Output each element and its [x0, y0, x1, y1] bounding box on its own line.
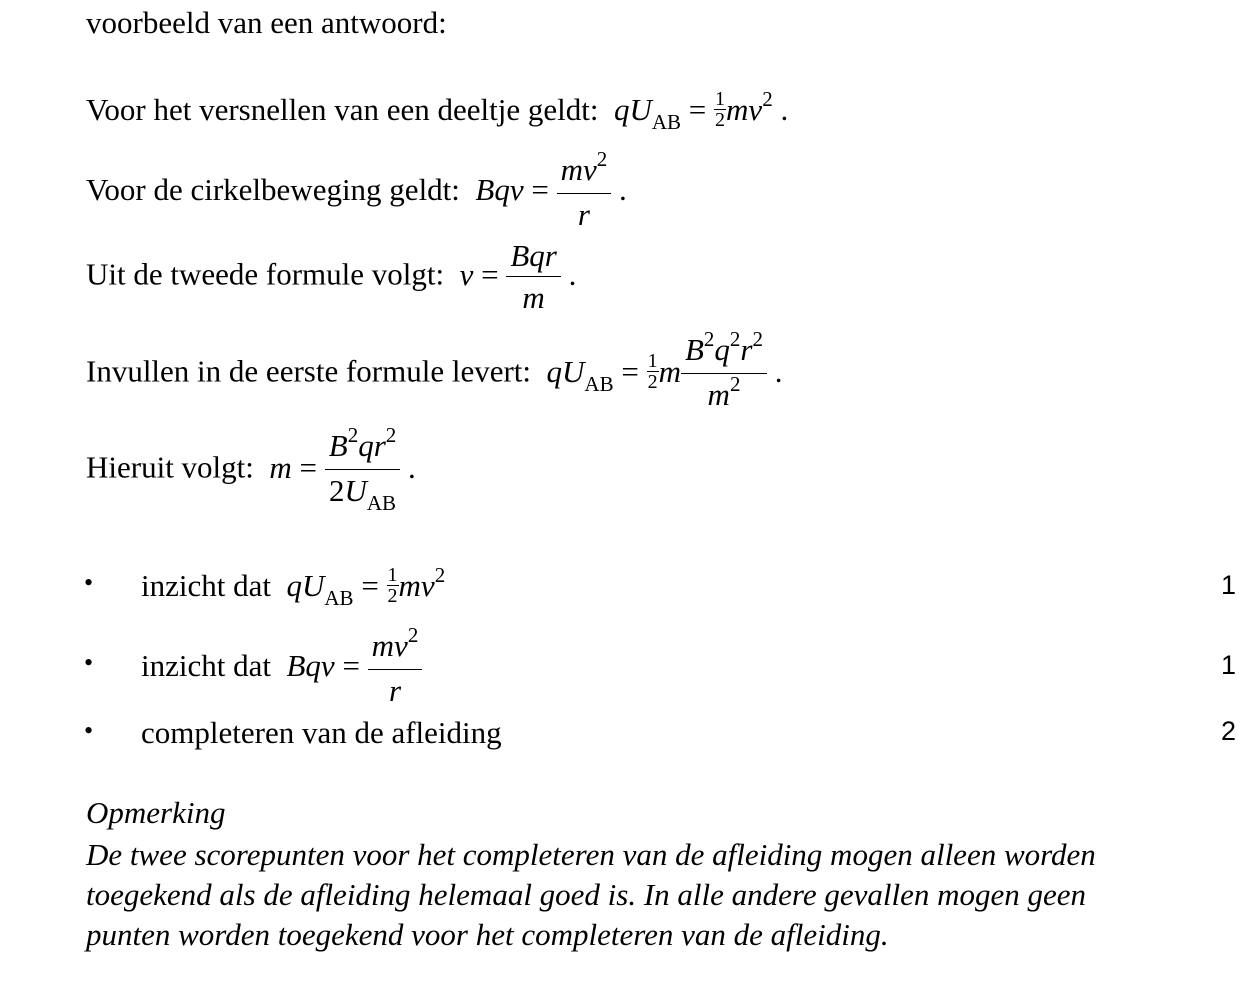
step-1-text: Voor het versnellen van een deeltje geldt:: [86, 92, 599, 127]
bullet-1: •: [84, 568, 94, 597]
step-4-text: Invullen in de eerste formule levert:: [86, 353, 532, 389]
scoring-item-2: [141, 623, 422, 712]
bullet-2: •: [84, 648, 94, 677]
scoring-item-1: [141, 563, 446, 610]
step-5-text: Hieruit volgt:: [86, 449, 254, 485]
step-4: [86, 327, 783, 419]
formula-substituted: $qU_{AB}$ = $\frac{1}{2}$ m $\frac{B^2q^2r^2}{m^2}$ .: [546, 327, 783, 412]
step-1: [86, 87, 789, 134]
scoring-formula-2: Bqv = $\frac{mv^2}{r}$: [286, 648, 422, 683]
scoring-item-2-text: inzicht dat: [141, 648, 271, 684]
scoring-points-2: 1: [1220, 650, 1236, 680]
scoring-item-3: completeren van de afleiding: [141, 715, 502, 750]
scoring-formula-1: $qU_{AB}$ = $\frac{1}{2}$ $mv^2$: [286, 563, 446, 610]
scoring-points-3: 2: [1220, 716, 1236, 746]
formula-energy: $qU_{AB}$ = $\frac{1}{2}$ $mv^2$ .: [613, 87, 789, 134]
step-2: [86, 147, 627, 236]
scoring-points-1: 1: [1220, 570, 1236, 600]
remark-body: De twee scorepunten voor het completeren van de afleiding mogen alleen worden toegekend als de afleiding helemaal goed is. In alle andere gevallen mogen geen punten worden toegekend voor het completeren van de afleiding.: [86, 837, 1096, 952]
scoring-item-1-text: inzicht dat: [141, 568, 271, 603]
step-2-text: Voor de cirkelbeweging geldt:: [86, 172, 460, 208]
bullet-3: •: [84, 716, 94, 745]
formula-velocity: v = $\frac{\text{Bqr}}{m}$ .: [459, 238, 577, 315]
formula-mass: m = $\frac{B^2qr^2}{2U_{AB}}$ .: [269, 423, 416, 515]
remark-title: Opmerking: [86, 795, 226, 830]
step-3: [86, 236, 576, 319]
step-3-text: Uit de tweede formule volgt:: [86, 256, 445, 292]
formula-circular: Bqv = $\frac{mv^2}{r}$ .: [475, 147, 627, 232]
intro-line: voorbeeld van een antwoord:: [86, 5, 447, 40]
step-5: [86, 423, 416, 515]
